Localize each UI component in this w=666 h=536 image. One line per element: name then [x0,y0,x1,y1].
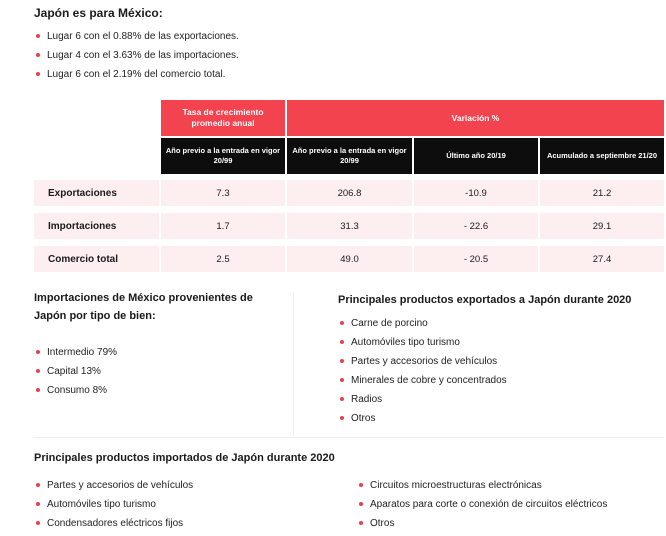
table-cell: - 20.5 [463,253,489,265]
summary-item: Lugar 6 con el 2.19% del comercio total. [34,65,239,84]
list-item: Partes y accesorios de vehículos [34,476,193,495]
table-cell: -10.9 [465,187,487,199]
summary-item: Lugar 6 con el 0.88% de las exportaciones. [34,27,239,46]
column-header: Año previo a la entrada en vigor 20/99 [161,138,285,174]
header-growth: Tasa de crecimiento promedio anual [161,100,285,136]
table-row [34,180,664,206]
column-header: Último año 20/19 [414,138,538,174]
summary-list [34,27,239,84]
column-header: Acumulado a septiembre 21/20 [540,138,664,174]
table-cell: 31.3 [340,220,359,232]
list-item: Automóviles tipo turismo [338,333,507,352]
list-item: Capital 13% [34,362,117,381]
list-item: Otros [338,409,507,428]
table-cell: 29.1 [592,220,612,232]
imports-products-right-list [357,476,607,533]
imports-by-type-list [34,343,117,400]
table-row [34,246,664,272]
table-cell: 21.2 [592,187,612,199]
list-item: Partes y accesorios de vehículos [338,352,507,371]
table-cell: 7.3 [216,187,230,199]
row-label: Importaciones [48,220,117,232]
imports-products-left-list [34,476,193,533]
exports-products-list [338,314,507,428]
list-item: Intermedio 79% [34,343,117,362]
list-item: Radios [338,390,507,409]
list-item: Condensadores eléctricos fijos [34,514,193,533]
column-header: Año previo a la entrada en vigor 20/99 [287,138,412,174]
header-variation: Variación % [287,100,664,136]
list-item: Otros [357,514,607,533]
table-cell: 27.4 [592,253,612,265]
list-item: Aparatos para corte o conexión de circuitos eléctricos [357,495,607,514]
imports-products-title: Principales productos importados de Japón durante 2020 [34,452,335,464]
summary-item: Lugar 4 con el 3.63% de las importaciones. [34,46,239,65]
exports-products-title: Principales productos exportados a Japón durante 2020 [338,294,632,306]
table-cell: 2.5 [216,253,230,265]
section-divider [34,437,664,438]
imports-by-type-title: Importaciones de México provenientes de Japón por tipo de bien: [34,292,253,322]
column-divider [293,292,294,436]
list-item: Automóviles tipo turismo [34,495,193,514]
table-cell: 206.8 [337,187,362,199]
page-title: Japón es para México: [34,6,163,20]
table-cell: 1.7 [216,220,230,232]
trade-table [34,100,664,274]
list-item: Carne de porcino [338,314,507,333]
row-label: Comercio total [48,253,119,265]
list-item: Circuitos microestructuras electrónicas [357,476,607,495]
table-cell: - 22.6 [463,220,489,232]
list-item: Consumo 8% [34,381,117,400]
table-row [34,213,664,239]
table-cell: 49.0 [340,253,359,265]
list-item: Minerales de cobre y concentrados [338,371,507,390]
row-label: Exportaciones [48,187,117,199]
